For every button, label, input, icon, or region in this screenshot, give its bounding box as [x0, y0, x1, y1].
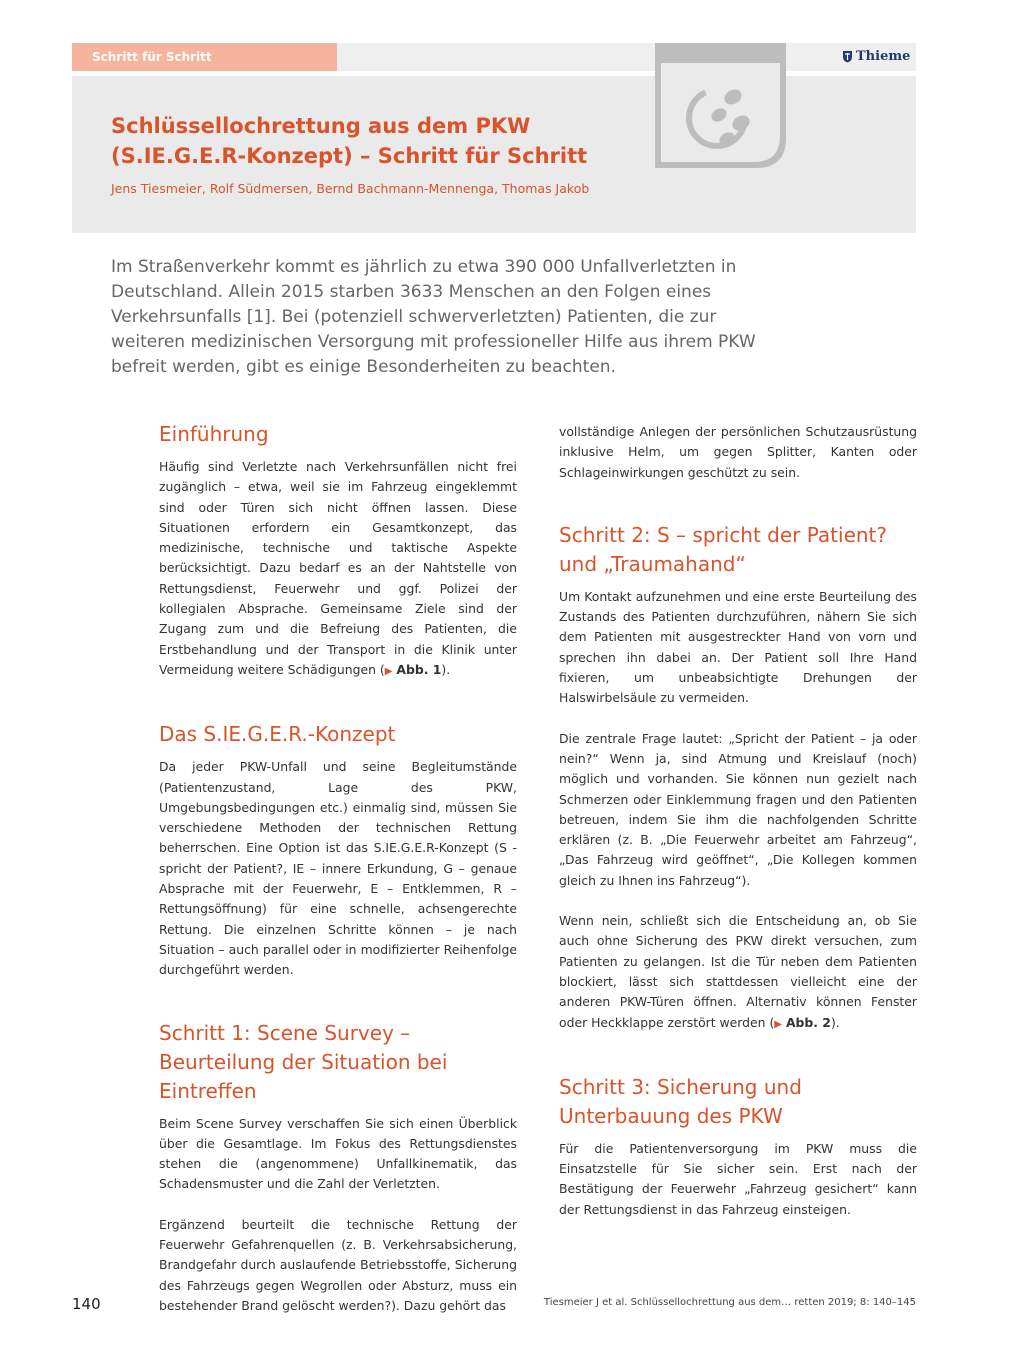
heading-schritt-2: Schritt 2: S – spricht der Patient? und „Traumahand“ [559, 522, 888, 576]
figure-ref-2[interactable]: Abb. 2 [785, 1014, 831, 1030]
lead-paragraph: Im Straßenverkehr kommt es jährlich zu etwa 390 000 Unfallverletzten in Deutschland. Allein 2015 starben 3633 Menschen an den Folgen eines Verkehrsunfalls [1]. Bei (potenziell schwerverletzten) Patienten, die zur weiteren medizinischen Versorgung mit professioneller Hilfe aus ihrem PKW befreit werden, gibt es einige Besonderheiten zu beachten. [111, 257, 756, 377]
author-list: Jens Tiesmeier, Rolf Südmersen, Bernd Bachmann-Mennenga, Thomas Jakob [111, 181, 590, 196]
heading-einfuehrung: Einführung [159, 422, 269, 446]
paragraph-einfuehrung: Häufig sind Verletzte nach Verkehrsunfällen nicht frei zugänglich – etwa, weil sie im Fahrzeug eingeklemmt sind oder Türen sich nicht öffnen lassen. Diese Situationen erfordern ein Gesamtkonzept, das medizinische, technische und taktische Aspekte berücksichtigt. Dazu bedarf es an der Nahtstelle von Rettungsdienst, Feuerwehr und ggf. Polizei der kollegialen Absprache. Gemeinsame Ziele sind der Zugang zum und die Befreiung des Patienten, die Erstbehandlung und der Transport in die Klinik unter Vermeidung weitere Schädigungen (▶ Abb. 1). [159, 459, 517, 677]
figure-ref-1[interactable]: Abb. 1 [396, 661, 442, 677]
footsteps-icon [655, 43, 786, 168]
paragraph-schritt-2b: Die zentrale Frage lautet: „Spricht der Patient – ja oder nein?“ Wenn ja, sind Atmung und Kreislauf (noch) möglich und vorhanden. Sie können nun gezielt nach Schmerzen oder Einklemmung fragen und den Patienten betreuen, indem Sie ihm die nachfolgenden Schritte erklären (z. B. „Die Feuerwehr arbeitet am Fahrzeug“, „Das Fahrzeug wird geöffnet“, „Die Kollegen kommen gleich zu Ihnen ins Fahrzeug“). [559, 730, 917, 888]
title-line-2: (S.IE.G.E.R-Konzept) – Schritt für Schritt [111, 144, 588, 168]
footer-citation: Tiesmeier J et al. Schlüssellochrettung aus dem… retten 2019; 8: 140–145 [543, 1297, 916, 1308]
right-column [559, 422, 917, 1240]
tag-bar [337, 43, 916, 71]
page-number: 140 [72, 1295, 101, 1313]
heading-sieger-konzept: Das S.IE.G.E.R.-Konzept [159, 722, 396, 747]
left-column [159, 420, 517, 1336]
paragraph-schritt-2c: Wenn nein, schließt sich die Entscheidung an, ob Sie auch ohne Sicherung des PKW direkt versuchen, zum Patienten zu gelangen. Ist die Tür neben dem Patienten blockiert, lässt sich stattdessen vielleicht eine der anderen PKW-Türen öffnen. Alternativ können Fenster oder Heckklappe zerstört werden (▶ Abb. 2). [559, 913, 917, 1030]
ref-arrow-icon: ▶ [384, 665, 393, 677]
header-divider [72, 71, 916, 76]
title-line-1: Schlüssellochrettung aus dem PKW [111, 114, 531, 138]
article-title [111, 111, 631, 171]
paragraph-schritt-3: Für die Patientenversorgung im PKW muss die Einsatzstelle für Sie sicher sein. Erst nach der Bestätigung der Feuerwehr „Fahrzeug gesichert“ kann der Rettungsdienst in das Fahrzeug einsteigen. [559, 1140, 917, 1217]
paragraph-schritt-2a: Um Kontakt aufzunehmen und eine erste Beurteilung des Zustands des Patienten durchzuführen, nähern Sie sich dem Patienten mit ausgestreckter Hand von vorn und sprechen ihn dabei an. Der Patient soll Ihre Hand fixieren, um unbeabsichtigte Drehungen der Halswirbelsäule zu vermeiden. [559, 588, 917, 706]
publisher-logo [842, 49, 910, 64]
heading-schritt-1: Schritt 1: Scene Survey – Beurteilung der Situation bei Eintreffen [159, 1020, 448, 1103]
heading-schritt-3: Schritt 3: Sicherung und Unterbauung des PKW [559, 1074, 802, 1128]
paragraph-continued: vollständige Anlegen der persönlichen Schutzausrüstung inklusive Helm, um gegen Splitter, Kanten oder Schlageinwirkungen geschützt zu sein. [559, 424, 917, 480]
paragraph-schritt-1a: Beim Scene Survey verschaffen Sie sich einen Überblick über die Gesamtlage. Im Fokus des Rettungsdienstes stehen die (angenommene) Unfallkinematik, das Schadensmuster und die Zahl der Verletzten. [159, 1115, 517, 1192]
ref-arrow-icon: ▶ [774, 1018, 782, 1030]
thieme-crest-icon [842, 50, 853, 63]
paragraph-sieger-konzept: Da jeder PKW-Unfall und seine Begleitumstände (Patientenzustand, Lage des PKW, Umgebungsbedingungen etc.) einmalig sind, müssen Sie verschiedene Methoden der technischen Rettung beherrschen. Eine Option ist das S.IE.G.E.R-Konzept (S -spricht der Patient?, IE – innere Erkundung, G – genaue Absprache mit der Feuerwehr, E – Entklemmen, R – Rettungsöffnung) für eine schnelle, achsengerechte Rettung. Die einzelnen Schritte können – je nach Situation – auch parallel oder in modifizierter Reihenfolge durchgeführt werden. [159, 759, 517, 978]
section-tag: Schritt für Schritt [72, 43, 337, 71]
publisher-name: Thieme [856, 49, 911, 64]
paragraph-schritt-1b: Ergänzend beurteilt die technische Rettung der Feuerwehr Gefahrenquellen (z. B. Verkehrsabsicherung, Brandgefahr durch auslaufende Betriebsstoffe, Sicherung des Fahrzeugs gegen Wegrollen oder Absturz, muss ein bestehender Brand gelöscht werden?). Dazu gehört das [159, 1216, 517, 1313]
